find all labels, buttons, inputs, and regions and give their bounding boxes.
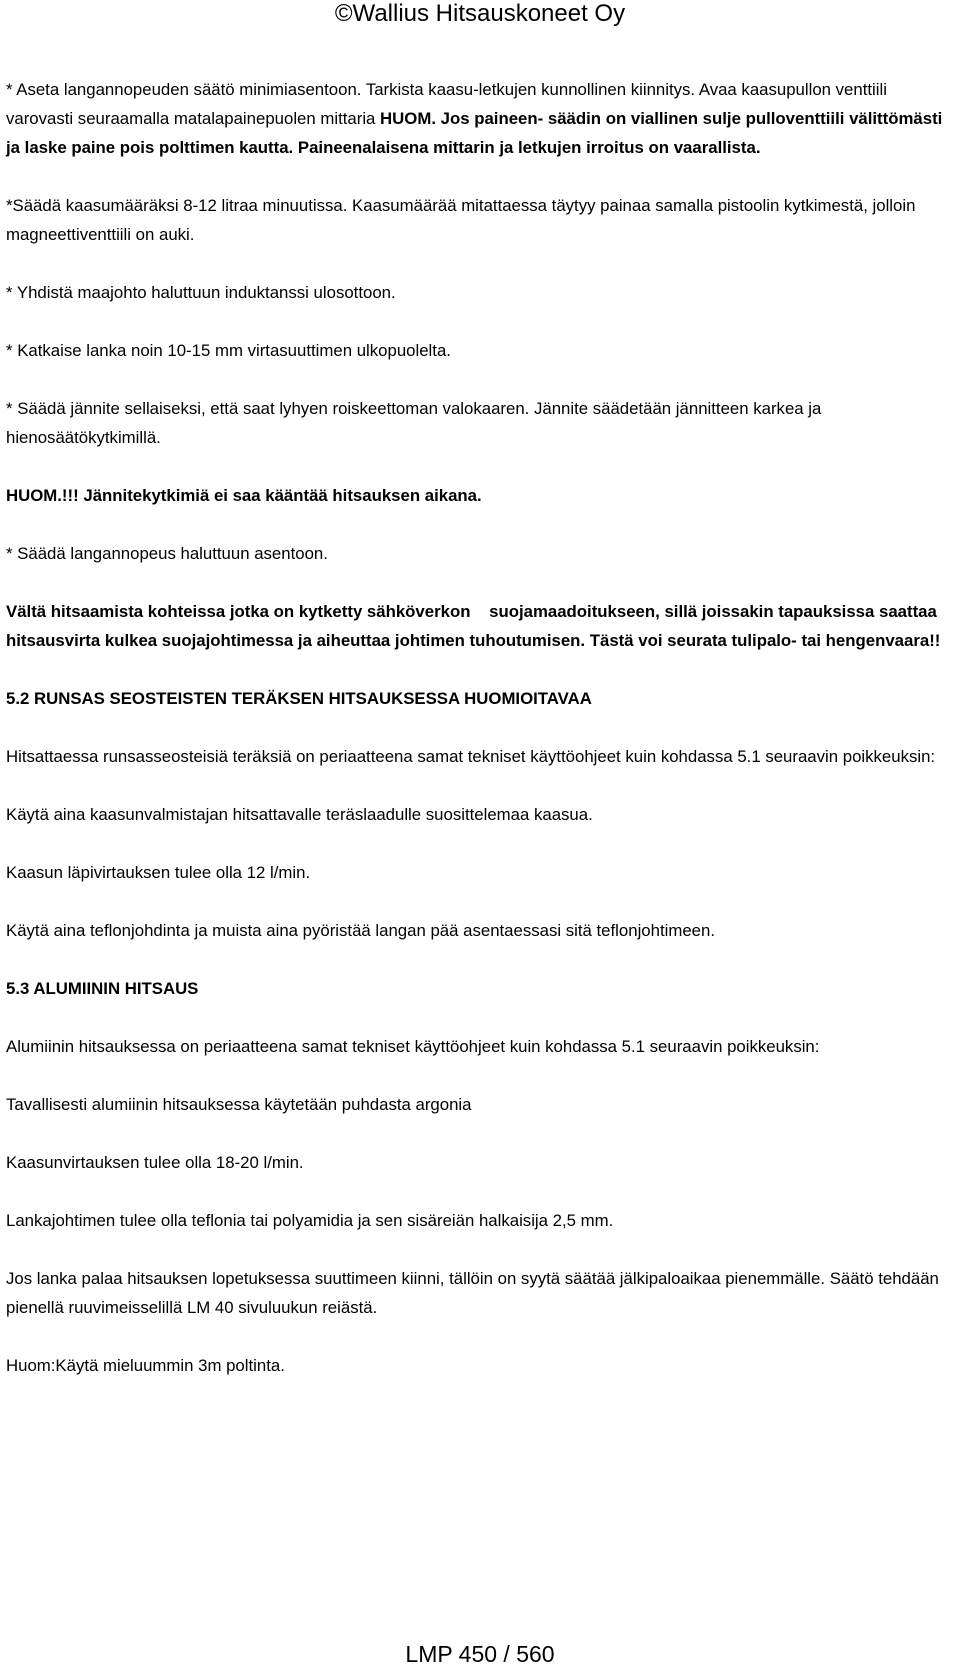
- paragraph-liner-material: Lankajohtimen tulee olla teflonia tai polyamidia ja sen sisäreiän halkaisija 2,5 mm.: [6, 1211, 614, 1230]
- paragraph-argon: Tavallisesti alumiinin hitsauksessa käytetään puhdasta argonia: [6, 1095, 472, 1114]
- paragraph-gas-amount: *Säädä kaasumääräksi 8-12 litraa minuutissa. Kaasumäärää mitattaessa täytyy painaa samalla pistoolin kytkimestä, jolloin magneettiventtiili on auki.: [6, 196, 916, 244]
- paragraph-cut-wire: * Katkaise lanka noin 10-15 mm virtasuuttimen ulkopuolelta.: [6, 341, 451, 360]
- paragraph-stainless-flow: Kaasun läpivirtauksen tulee olla 12 l/min.: [6, 863, 311, 882]
- paragraph-stainless-intro: Hitsattaessa runsasseosteisiä teräksiä on periaatteena samat tekniset käyttöohjeet kuin kohdassa 5.1 seuraavin poikkeuksin:: [6, 747, 936, 766]
- paragraph-stainless-gas: Käytä aina kaasunvalmistajan hitsattavalle teräslaadulle suosittelemaa kaasua.: [6, 805, 593, 824]
- paragraph-torch-note: Huom:Käytä mieluummin 3m poltinta.: [6, 1356, 285, 1375]
- paragraph-ground-lead: * Yhdistä maajohto haluttuun induktanssi ulosottoon.: [6, 283, 396, 302]
- paragraph-aluminium-intro: Alumiinin hitsauksessa on periaatteena samat tekniset käyttöohjeet kuin kohdassa 5.1 seuraavin poikkeuksin:: [6, 1037, 820, 1056]
- page-footer: LMP 450 / 560: [405, 1641, 555, 1667]
- paragraph-gas-check-warning: HUOM. Jos paineen- säädin on viallinen sulje pulloventtiili välittömästi ja laske paine pois polttimen kautta. Paineenalaisena mittarin ja letkujen irroitus on vaarallista.: [6, 109, 943, 157]
- paragraph-grounding-warning: Vältä hitsaamista kohteissa jotka on kytketty sähköverkon suojamaadoitukseen, sillä joissakin tapauksissa saattaa hitsausvirta kulkea suojajohtimessa ja aiheuttaa johtimen tuhoutumisen. Tästä voi seurata tulipalo- tai hengenvaara!!: [6, 602, 942, 650]
- section-heading-5-3: 5.3 ALUMIININ HITSAUS: [6, 979, 199, 998]
- paragraph-burnback: Jos lanka palaa hitsauksen lopetuksessa suuttimeen kiinni, tällöin on syytä säätää jälkipaloaikaa pienemmälle. Säätö tehdään pienellä ruuvimeisselillä LM 40 sivuluukun reiästä.: [6, 1269, 939, 1317]
- page-header: ©Wallius Hitsauskoneet Oy: [334, 0, 626, 27]
- paragraph-wire-speed: * Säädä langannopeus haluttuun asentoon.: [6, 544, 328, 563]
- paragraph-teflon-liner: Käytä aina teflonjohdinta ja muista aina pyöristää langan pää asentaessasi sitä teflonjohtimeen.: [6, 921, 715, 940]
- document-body: [6, 75, 954, 1380]
- paragraph-gas-check: [6, 75, 954, 162]
- paragraph-gas-check-text: * Aseta langannopeuden säätö minimiasentoon. Tarkista kaasu-letkujen kunnollinen kiinnitys. Avaa kaasupullon venttiili varovasti seuraamalla matalapainepuolen mittaria: [6, 80, 887, 128]
- paragraph-voltage-warning: HUOM.!!! Jännitekytkimiä ei saa kääntää hitsauksen aikana.: [6, 486, 482, 505]
- section-heading-5-2: 5.2 RUNSAS SEOSTEISTEN TERÄKSEN HITSAUKSESSA HUOMIOITAVAA: [6, 689, 592, 708]
- paragraph-voltage-adjust: * Säädä jännite sellaiseksi, että saat lyhyen roiskeettoman valokaaren. Jännite säädetään jännitteen karkea ja hienosäätökytkimillä.: [6, 399, 822, 447]
- paragraph-aluminium-flow: Kaasunvirtauksen tulee olla 18-20 l/min.: [6, 1153, 304, 1172]
